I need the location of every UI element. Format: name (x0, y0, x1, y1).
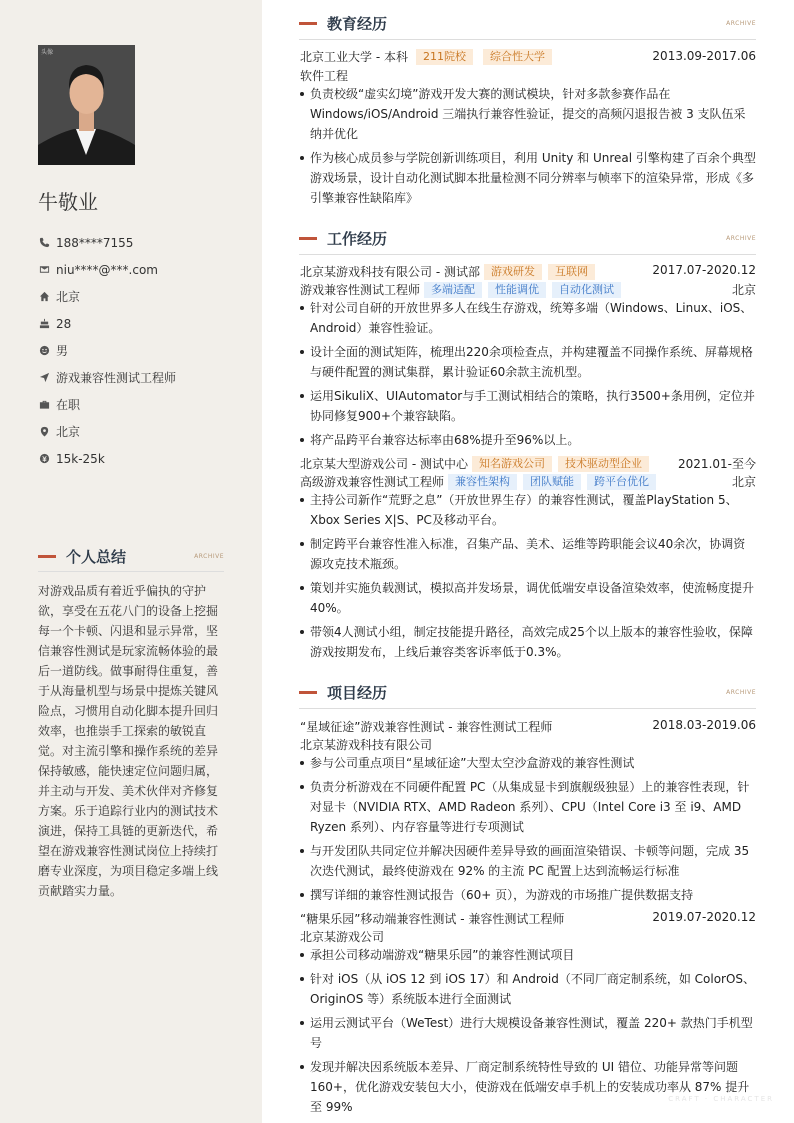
photo-badge: 头像 (41, 49, 54, 56)
project-company-row (300, 928, 384, 945)
briefcase-icon (38, 399, 50, 411)
list-item: 针对公司自研的开放世界多人在线生存游戏，统筹多端（Windows、Linux、iOS、Android）兼容性验证。 (300, 298, 756, 338)
info-city-text: 北京 (56, 290, 81, 304)
job-city: 北京 (731, 475, 756, 489)
role-tag: 多端适配 (424, 282, 482, 298)
phone-icon (38, 237, 50, 249)
project-date: 2019.07-2020.12 (652, 910, 756, 924)
section-accent-bar (299, 22, 317, 25)
list-item: 与开发团队共同定位并解决因硬件差异导致的画面渲染错误、卡顿等问题，完成 35 次迭代测试，最终使游戏在 92% 的主流 PC 配置上达到流畅运行标准 (300, 841, 756, 881)
info-city (38, 283, 238, 310)
summary-section-header (38, 546, 224, 567)
person-icon (38, 345, 50, 357)
job-role-row (300, 281, 621, 298)
section-accent-bar (299, 237, 317, 240)
project-name: “糖果乐园”移动端兼容性测试 - 兼容性测试工程师 (300, 912, 565, 926)
list-item: 运用SikuliX、UIAutomator与手工测试相结合的策略，执行3500+条用例，定位并协同修复900+个兼容缺陷。 (300, 386, 756, 426)
education-school-row (300, 48, 552, 65)
project-name-row (300, 910, 564, 927)
send-icon (38, 372, 50, 384)
salary-icon (38, 453, 50, 465)
info-age-text: 28 (56, 316, 72, 331)
info-target-city (38, 418, 238, 445)
project-name-row (300, 718, 552, 735)
list-item: 运用云测试平台（WeTest）进行大规模设备兼容性测试，覆盖 220+ 款热门手机型号 (300, 1013, 756, 1053)
project-company-row (300, 736, 432, 753)
role-tag: 团队赋能 (523, 474, 581, 490)
section-accent-bar (38, 555, 56, 558)
info-position (38, 364, 238, 391)
list-item: 撰写详细的兼容性测试报告（60+ 页），为游戏的市场推广提供数据支持 (300, 885, 756, 905)
list-item: 针对 iOS（从 iOS 12 到 iOS 17）和 Android（不同厂商定制系统，如 ColorOS、OriginOS 等）系统版本进行全面测试 (300, 969, 756, 1009)
company-name: 北京某大型游戏公司 - 测试中心 (300, 457, 468, 471)
list-item: 参与公司重点项目“星域征途”大型太空沙盒游戏的兼容性测试 (300, 753, 756, 773)
info-email-text: niu****@***.com (56, 262, 158, 277)
list-item: 策划并实施负载测试，模拟高并发场景，调优低端安卓设备渲染效率，使流畅度提升40%。 (300, 578, 756, 618)
major-name: 软件工程 (300, 69, 349, 83)
school-tag: 综合性大学 (483, 49, 552, 65)
list-item: 作为核心成员参与学院创新训练项目，利用 Unity 和 Unreal 引擎构建了百余个典型游戏场景，设计自动化测试脚本批量检测不同分辨率与帧率下的渲染异常，形成《多引擎兼容性缺陷库》 (300, 148, 756, 208)
job-role: 游戏兼容性测试工程师 (300, 283, 421, 297)
section-divider (38, 571, 224, 572)
birthday-cake-icon (38, 318, 50, 330)
education-section-header (299, 13, 756, 34)
info-target-city-text: 北京 (56, 425, 81, 439)
info-position-text: 游戏兼容性测试工程师 (56, 371, 177, 385)
summary-title: 个人总结 (66, 548, 127, 566)
email-icon (38, 264, 50, 276)
job-company-row (300, 263, 595, 280)
info-phone-text: 188****7155 (56, 235, 134, 250)
info-salary (38, 445, 238, 472)
info-gender-text: 男 (56, 344, 69, 358)
education-bullets (300, 84, 756, 212)
project-company: 北京某游戏公司 (300, 930, 385, 944)
company-tag: 互联网 (548, 264, 595, 280)
company-tag: 技术驱动型企业 (558, 456, 649, 472)
job-city: 北京 (731, 283, 756, 297)
list-item: 制定跨平台兼容性准入标准，召集产品、美术、运维等跨职能会议40余次，协调资源攻克技术瓶颈。 (300, 534, 756, 574)
watermark: CRAFT · CHARACTER (668, 1095, 774, 1103)
job-role: 高级游戏兼容性测试工程师 (300, 475, 445, 489)
contact-info-list (38, 229, 238, 472)
project-name: “星域征途”游戏兼容性测试 - 兼容性测试工程师 (300, 720, 553, 734)
info-status (38, 391, 238, 418)
role-tag: 自动化测试 (552, 282, 621, 298)
sidebar (0, 0, 262, 1123)
section-divider (299, 39, 756, 40)
projects-section-header (299, 682, 756, 703)
job-bullets (300, 490, 756, 666)
section-divider (299, 254, 756, 255)
role-tag: 性能调优 (488, 282, 546, 298)
role-tag: 兼容性架构 (448, 474, 517, 490)
main-content (262, 0, 794, 1123)
project-date: 2018.03-2019.06 (652, 718, 756, 732)
job-role-row (300, 473, 656, 490)
list-item: 将产品跨平台兼容达标率由68%提升至96%以上。 (300, 430, 756, 450)
list-item: 负责分析游戏在不同硬件配置 PC（从集成显卡到旗舰级独显）上的兼容性表现，针对显卡（NVIDIA RTX、AMD Radeon 系列）、CPU（Intel Core i3 至 i9、AMD Ryzen 系列）、内存容量等进行专项测试 (300, 777, 756, 837)
section-divider (299, 708, 756, 709)
archive-label: ARCHIVE (726, 20, 756, 27)
list-item: 承担公司移动端游戏“糖果乐园”的兼容性测试项目 (300, 945, 756, 965)
archive-label: ARCHIVE (194, 553, 224, 560)
list-item: 设计全面的测试矩阵，梳理出220余项检查点，并构建覆盖不同操作系统、屏幕规格与硬件配置的测试集群，累计验证60余款主流机型。 (300, 342, 756, 382)
info-gender (38, 337, 238, 364)
company-tag: 知名游戏公司 (472, 456, 552, 472)
school-tag: 211院校 (416, 49, 473, 65)
info-email (38, 256, 238, 283)
job-company-row (300, 455, 649, 472)
list-item: 带领4人测试小组，制定技能提升路径，高效完成25个以上版本的兼容性验收，保障游戏按期发布，上线后兼容类客诉率低于0.3%。 (300, 622, 756, 662)
company-name: 北京某游戏科技有限公司 - 测试部 (300, 265, 480, 279)
project-bullets (300, 753, 756, 909)
role-tag: 跨平台优化 (587, 474, 656, 490)
portrait-image (38, 45, 135, 165)
education-title: 教育经历 (327, 15, 388, 33)
archive-label: ARCHIVE (726, 235, 756, 242)
list-item: 主持公司新作“荒野之息”（开放世界生存）的兼容性测试，覆盖PlayStation 5、Xbox Series X|S、PC及移动平台。 (300, 490, 756, 530)
info-status-text: 在职 (56, 398, 81, 412)
list-item: 负责校级“虚实幻境”游戏开发大赛的测试模块，针对多款参赛作品在 Windows/iOS/Android 三端执行兼容性验证，提交的高频闪退报告被 3 支队伍采纳并优化 (300, 84, 756, 144)
info-salary-text: 15k-25k (56, 451, 105, 466)
location-pin-icon (38, 426, 50, 438)
avatar (38, 45, 135, 165)
education-date: 2013.09-2017.06 (652, 49, 756, 63)
home-icon (38, 291, 50, 303)
archive-label: ARCHIVE (726, 689, 756, 696)
info-phone (38, 229, 238, 256)
work-title: 工作经历 (327, 230, 388, 248)
info-age (38, 310, 238, 337)
school-name: 北京工业大学 - 本科 (300, 50, 408, 64)
work-section-header (299, 228, 756, 249)
list-item: 发现并解决因系统版本差异、厂商定制系统特性导致的 UI 错位、功能异常等问题 160+，优化游戏安装包大小，使游戏在低端安卓手机上的安装成功率从 87% 提升至 99% (300, 1057, 756, 1117)
project-company: 北京某游戏科技有限公司 (300, 738, 433, 752)
job-bullets (300, 298, 756, 454)
job-date: 2021.01-至今 (678, 457, 756, 471)
job-date: 2017.07-2020.12 (652, 263, 756, 277)
company-tag: 游戏研发 (484, 264, 542, 280)
education-major (300, 67, 348, 84)
candidate-name: 牛敬业 (38, 190, 98, 214)
section-accent-bar (299, 691, 317, 694)
summary-text: 对游戏品质有着近乎偏执的守护欲，享受在五花八门的设备上挖掘每一个卡顿、闪退和显示异常，坚信兼容性测试是玩家流畅体验的最后一道防线。做事耐得住重复，善于从海量机型与场景中提炼关键风险点，习惯用自动化脚本提升回归效率，也推崇手工探索的敏锐直觉。对主流引擎和操作系统的差异保持敏感，能快速定位问题归属，并主动与开发、美术伙伴对齐修复方案。乐于追踪行业内的测试技术演进，保持工具链的更新迭代，希望在游戏兼容性测试岗位上持续打磨专业深度，为项目稳定多端上线贡献踏实力量。 (38, 584, 219, 898)
projects-title: 项目经历 (327, 684, 388, 702)
